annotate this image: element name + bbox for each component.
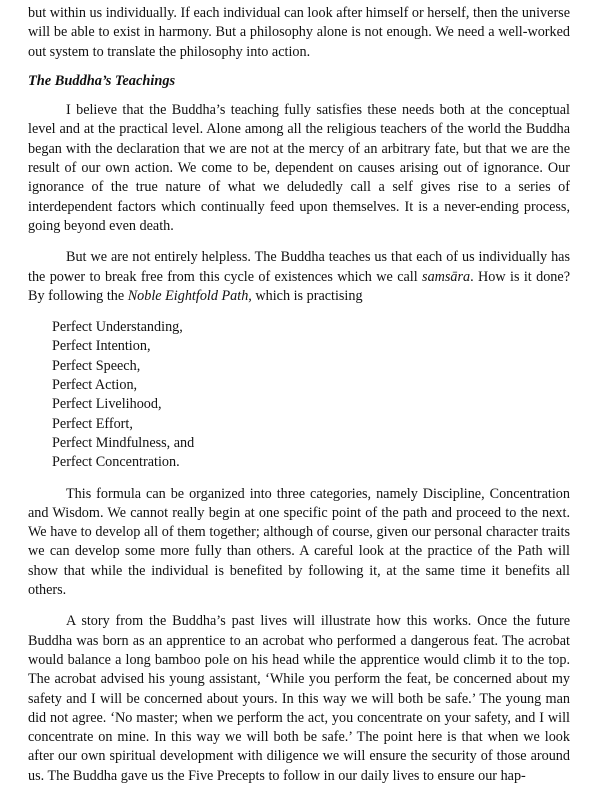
paragraph-acrobat-story: A story from the Buddha’s past lives will illustrate how this works. Once the future Buddha was born as an apprentice to an acrobat who performed a dangerous feat. The acrobat would balance a long bamboo pole on his head while the apprentice would climb it to the top. The acrobat advised his young assistant, ‘While you perform the feat, be concerned about my safety and I will be concerned about yours. In this way we will both be safe.’ The young man did not agree. ‘No master; when we perform the act, you concentrate on your safety, and I will concentrate on mine. In this way we will both be safe.’ The point here is that when we look after our own spiritual development with diligence we will ensure the security of those around us. The Buddha gave us the Five Precepts to follow in our daily lives to ensure our hap-: [28, 613, 570, 784]
list-item: Perfect Action,: [52, 377, 138, 394]
list-item: Perfect Concentration.: [52, 454, 180, 471]
term-noble-eightfold-path: Noble Eightfold Path,: [127, 287, 252, 304]
paragraph-break-free-text-1: But we are not entirely helpless. The Buddha teaches us that each of us individually has the power to break free from this cycle of existences which we call: [28, 249, 570, 285]
intro-paragraph: but within us individually. If each individual can look after himself or herself, then the universe will be able to exist in harmony. But a philosophy alone is not enough. We need a well-worked out system to translate the philosophy into action.: [28, 5, 570, 60]
paragraph-three-categories: This formula can be organized into three categories, namely Discipline, Concentration and Wisdom. We cannot really begin at one specific point of the path and proceed to the next. We have to develop all of them together; although of course, given our personal character traits we can develop some more fully than others. A careful look at the practice of the Path will show that while the individual is benefited by following it, at the same time it benefits all others.: [28, 485, 570, 599]
list-item: Perfect Understanding,: [52, 319, 183, 336]
document-page: [28, 4, 570, 786]
list-item: Perfect Mindfulness, and: [52, 434, 195, 451]
paragraph-break-free-text-2: . How is it done? By following the: [28, 268, 570, 304]
list-item: Perfect Livelihood,: [52, 396, 162, 413]
paragraph-break-free-text-3: which is practising: [251, 287, 363, 304]
section-heading: The Buddha’s Teachings: [28, 72, 176, 89]
paragraph-teaching-needs: I believe that the Buddha’s teaching fully satisfies these needs both at the conceptual level and at the practical level. Alone among all the religious teachers of the world the Buddha began with the declaration that we are not at the mercy of an arbitrary fate, but that we are the result of our own action. We come to be, dependent on causes arising out of ignorance. Our ignorance of the true nature of what we deludedly call a self gives rise to a series of interdependent factors which continually feed upon themselves. It is a never-ending process, going beyond even death.: [28, 102, 570, 234]
list-item: Perfect Intention,: [52, 338, 151, 355]
eightfold-path-list: [28, 318, 570, 472]
term-samsara: samsāra: [422, 268, 471, 285]
list-item: Perfect Speech,: [52, 357, 141, 374]
list-item: Perfect Effort,: [52, 415, 133, 432]
paragraph-break-free: [28, 248, 570, 306]
